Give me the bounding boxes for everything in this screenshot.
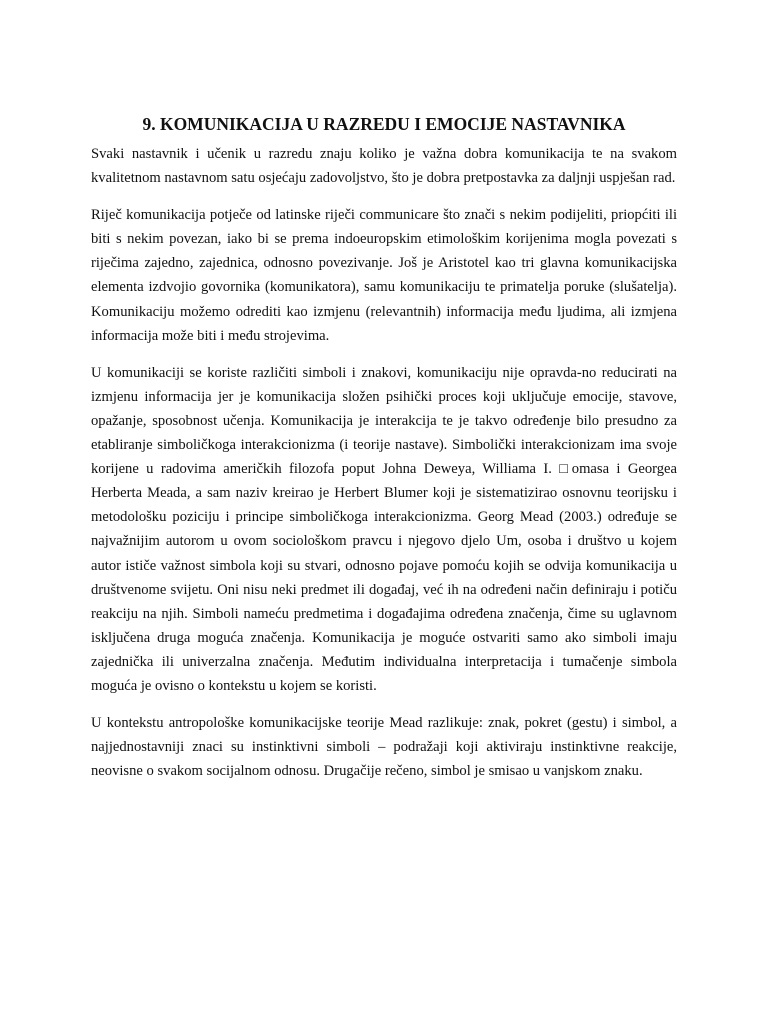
paragraph-intro: Svaki nastavnik i učenik u razredu znaju koliko je važna dobra komunikacija te na svakom kvalitetnom nastavnom satu osjećaju zadovoljstvo, što je dobra pretpostavka za daljnji uspješan rad. [91,146,677,187]
page-title: 9. KOMUNIKACIJA U RAZREDU I EMOCIJE NASTAVNIKA [142,114,626,134]
paragraph-etymology: Riječ komunikacija potječe od latinske riječi communicare što znači s nekim podijeliti, priopćiti ili biti s nekim povezan, iako bi se prema indoeuropskim etimološkim korijenima mogla povezati s riječima zajedno, zajednica, odnosno povezivanje. Još je Aristotel kao tri glavna komunikacijska elementa izdvojio govornika (komunikatora), samu komunikaciju te primatelja poruke (slušatelja). Komunikaciju možemo odrediti kao izmjenu (relevantnih) informacija među ljudima, ali izmjena informacija može biti i među strojevima. [91,207,677,344]
paragraph-mead-theory: U kontekstu antropološke komunikacijske teorije Mead razlikuje: znak, pokret (gestu) i simbol, a najjednostavniji znaci su instinktivni simboli – podražaji koji aktiviraju instinktivne reakcije, neovisne o svakom socijalnom odnosu. Drugačije rečeno, simbol je smisao u vanjskom znaku. [91,715,677,780]
paragraph-symbolic-interactionism: U komunikaciji se koriste različiti simboli i znakovi, komunikaciju nije opravda-no reducirati na izmjenu informacija jer je komunikacija složen psihički proces koji uključuje emocije, stavove, opažanje, sposobnost učenja. Komunikacija je interakcija te je takvo određenje bilo presudno za etabliranje simboličkoga interakcionizma (i teorije nastave). Simbolički interakcionizam ima svoje korijene u radovima američkih filozofa poput Johna Deweya, Williama I. □omasa i Georgea Herberta Meada, a sam naziv kreirao je Herbert Blumer koji je sistematizirao osnovnu teorijsku i metodološku poziciju i principe simboličkoga interakcionizma. Georg Mead (2003.) određuje se najvažnijim autorom u ovom sociološkom pravcu i njegovo djelo Um, osoba i društvo u kojem autor ističe važnost simbola koji su stvari, odnosno pojave pomoću kojih se odvija komunikacija u društvenome svijetu. Oni nisu neki predmet ili događaj, već ih na određeni način definiraju i potiču reakciju na njih. Simboli nameću predmetima i događajima određena značenja, čime su uglavnom isključena druga moguća značenja. Komunikacija je moguće ostvariti samo ako simboli imaju zajednička ili univerzalna značenja. Međutim individualna interpretacija i tumačenje simbola moguća je ovisno o kontekstu u kojem se koristi. [91,364,677,694]
document-page [91,112,677,796]
